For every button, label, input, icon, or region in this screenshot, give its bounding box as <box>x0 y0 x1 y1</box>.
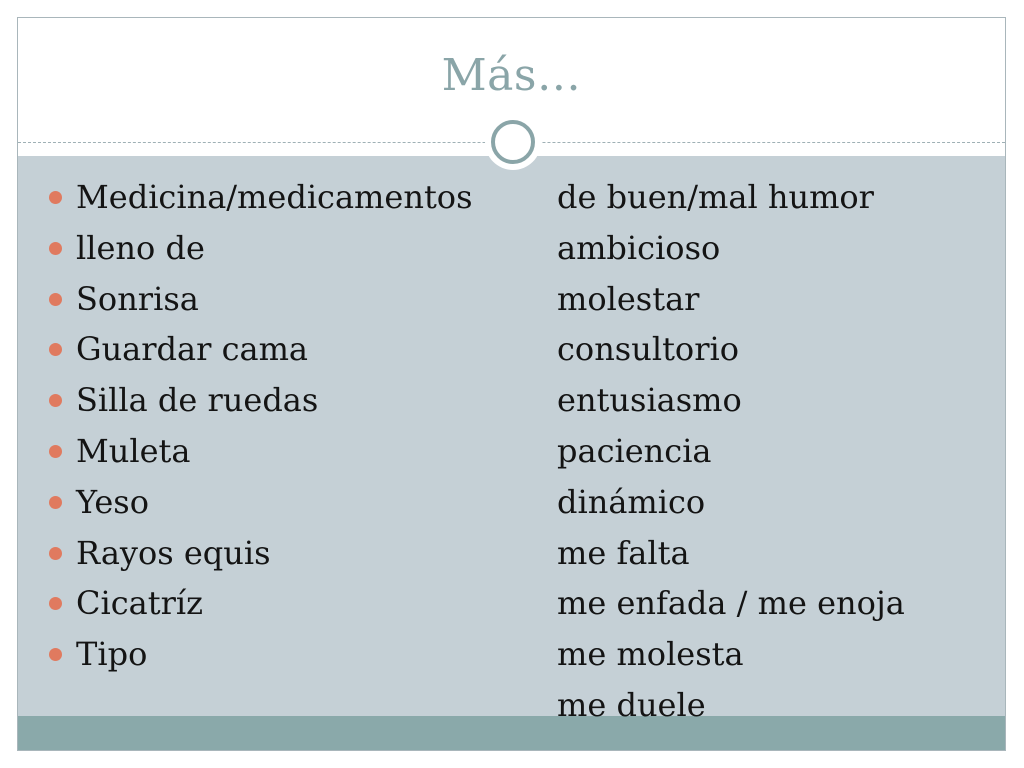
list-item-text: Tipo <box>76 635 148 674</box>
slide-title: Más… <box>441 50 582 101</box>
list-item: de buen/mal humor <box>557 178 874 216</box>
list-item-text: Silla de ruedas <box>76 381 319 420</box>
list-item-text: Sonrisa <box>76 279 199 318</box>
circle-bullet-icon <box>49 394 62 407</box>
circle-ring-icon <box>485 114 541 170</box>
circle-bullet-icon <box>49 648 62 661</box>
ornament-ring <box>491 120 535 164</box>
list-item-text: Rayos equis <box>76 533 271 572</box>
list-item <box>46 582 472 633</box>
circle-bullet-icon <box>49 445 62 458</box>
circle-bullet-icon <box>49 597 62 610</box>
list-item-text: Medicina/medicamentos <box>76 178 473 216</box>
list-item: paciencia <box>557 431 712 470</box>
list-item <box>46 379 472 430</box>
list-item: molestar <box>557 279 700 318</box>
list-item-text: Yeso <box>76 482 149 521</box>
list-item-text: lleno de <box>76 228 205 267</box>
list-item <box>46 176 472 227</box>
list-item: me duele <box>557 685 706 724</box>
list-item <box>46 481 472 532</box>
circle-bullet-icon <box>49 496 62 509</box>
list-item: me falta <box>557 533 690 572</box>
list-item: me enfada / me enoja <box>557 584 905 623</box>
list-item-text: Cicatríz <box>76 584 203 623</box>
list-item <box>46 633 472 684</box>
list-item <box>46 532 472 583</box>
list-item <box>46 278 472 329</box>
list-item: me molesta <box>557 635 744 674</box>
list-item-text: Guardar cama <box>76 330 308 369</box>
right-text-list <box>557 176 905 735</box>
circle-bullet-icon <box>49 547 62 560</box>
list-item <box>46 328 472 379</box>
list-item <box>46 430 472 481</box>
circle-bullet-icon <box>49 242 62 255</box>
slide <box>17 17 1006 751</box>
list-item-text: Muleta <box>76 431 191 470</box>
circle-bullet-icon <box>49 293 62 306</box>
circle-bullet-icon <box>49 191 62 204</box>
list-item: consultorio <box>557 330 739 369</box>
left-bullet-list <box>46 176 472 684</box>
list-item: ambicioso <box>557 228 721 267</box>
list-item <box>46 227 472 278</box>
circle-bullet-icon <box>49 343 62 356</box>
list-item: dinámico <box>557 482 706 521</box>
list-item: entusiasmo <box>557 381 742 420</box>
